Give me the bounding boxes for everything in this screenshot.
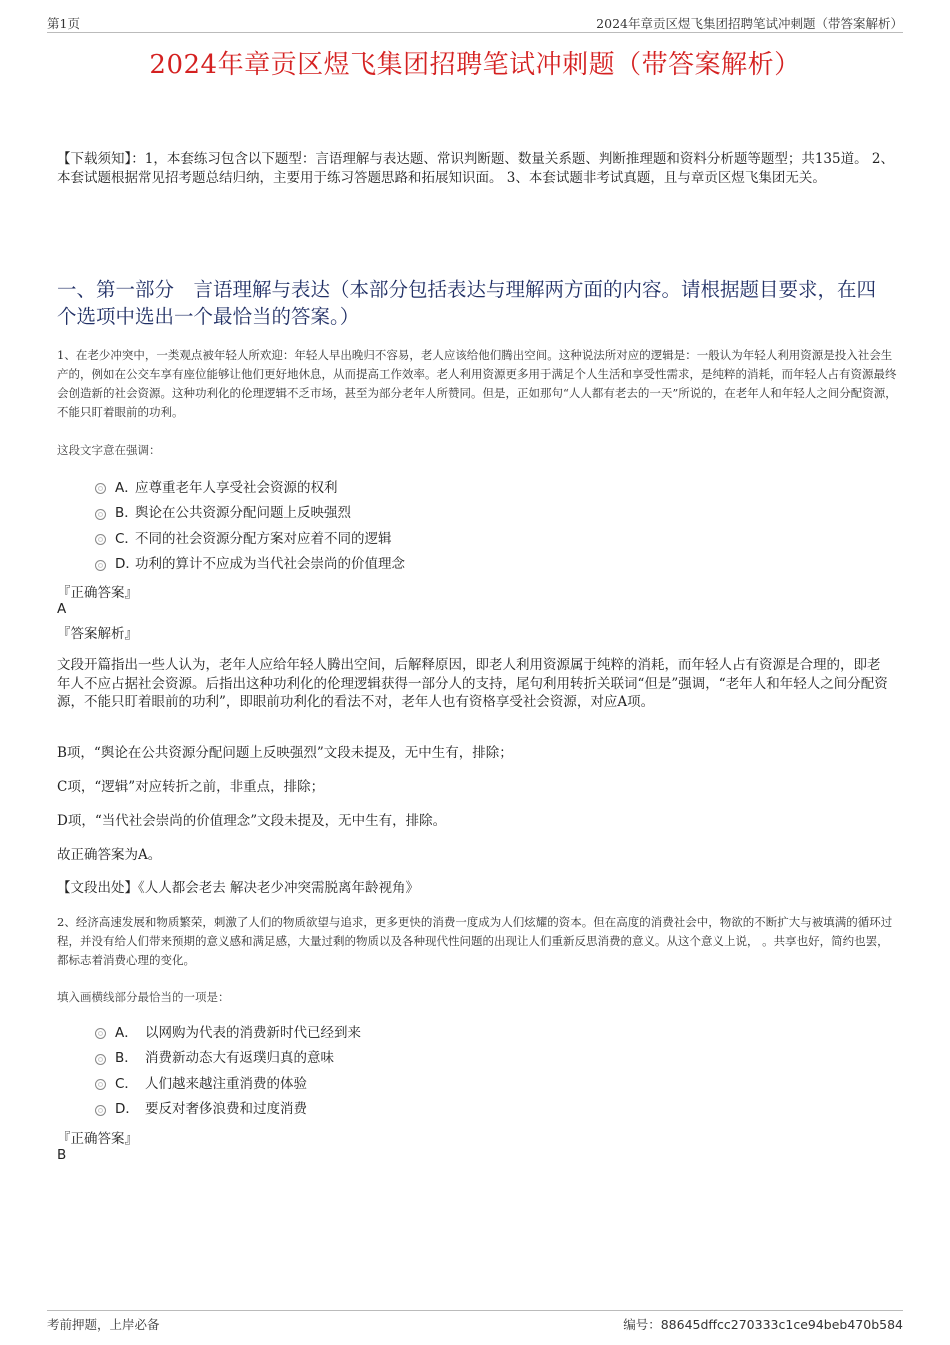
page-title: 2024年章贡区煜飞集团招聘笔试冲刺题（带答案解析）	[149, 50, 801, 80]
analysis-paragraph: C项，“逻辑”对应转折之前，非重点，排除；	[57, 779, 325, 795]
analysis-paragraph: B项，“舆论在公共资源分配问题上反映强烈”文段未提及，无中生有，排除；	[57, 745, 513, 761]
option-text: 人们越来越注重消费的体验	[145, 1075, 307, 1092]
option-b[interactable]: B． 消费新动态大有返璞归真的意味	[95, 1044, 361, 1070]
radio-icon[interactable]	[95, 509, 106, 520]
option-c[interactable]: C． 人们越来越注重消费的体验	[95, 1069, 361, 1095]
question-1-prompt: 这段文字意在强调：	[57, 443, 161, 457]
option-text: 舆论在公共资源分配问题上反映强烈	[135, 505, 351, 522]
download-notice: 【下载须知】：1，本套练习包含以下题型：言语理解与表达题、常识判断题、数量关系题、判断推理题和资料分析题等题型；共135道。 2、本套试题根据常见招考题总结归纳，主要用于练习答题思路和拓展知识面。 3、本套试题非考试真题，且与章贡区煜飞集团无关。	[57, 151, 894, 186]
option-a[interactable]: A． 应尊重老年人享受社会资源的权利	[95, 473, 405, 499]
analysis-paragraph: 文段开篇指出一些人认为，老年人应给年轻人腾出空间，后解释原因，即老人利用资源属于纯粹的消耗，而年轻人占有资源是合理的，即老年人不应占据社会资源。后指出这种功利化的伦理逻辑获得一部分人的支持，尾句利用转折关联词“但是”强调，“老年人和年轻人之间分配资源，不能只盯着眼前的功利”，即眼前功利化的看法不对，老年人也有资格享受社会资源，对应A项。	[57, 657, 888, 710]
answer-value: A	[57, 601, 67, 617]
analysis-conclusion: 故正确答案为A。	[57, 847, 162, 863]
radio-icon[interactable]	[95, 1079, 106, 1090]
analysis-paragraph: D项，“当代社会崇尚的价值理念”文段未提及，无中生有，排除。	[57, 813, 447, 829]
answer-label: 『正确答案』	[57, 1131, 138, 1147]
question-1-stem: 1、在老少冲突中，一类观点被年轻人所欢迎：年轻人早出晚归不容易，老人应该给他们腾出空间。这种说法所对应的逻辑是：一般认为年轻人利用资源是投入社会生产的，例如在公交车享有座位能够让他们更好地休息，从而提高工作效率。老人利用资源更多用于满足个人生活和享受性需求，是纯粹的消耗，而年轻人占有资源最终会创造新的社会资源。这种功利化的伦理逻辑不乏市场，甚至为部分老年人所赞同。但是，正如那句“人人都有老去的一天”所说的，在老年人和年轻人之间分配资源，不能只盯着眼前的功利。	[57, 348, 897, 419]
analysis-label: 『答案解析』	[57, 626, 138, 642]
answer-label: 『正确答案』	[57, 585, 138, 601]
radio-icon[interactable]	[95, 1054, 106, 1065]
section-heading: 一、第一部分 言语理解与表达（本部分包括表达与理解两方面的内容。请根据题目要求，在四个选项中选出一个最恰当的答案。）	[57, 278, 877, 328]
option-d[interactable]: D． 功利的算计不应成为当代社会崇尚的价值理念	[95, 550, 405, 576]
question-2-stem: 2、经济高速发展和物质繁荣，刺激了人们的物质欲望与追求，更多更快的消费一度成为人们炫耀的资本。但在高度的消费社会中，物欲的不断扩大与被填满的循环过程，并没有给人们带来预期的意义感和满足感，大量过剩的物质以及各种现代性问题的出现让人们重新反思消费的意义。从这个意义上说， 。共享也好，简约也罢，都标志着消费心理的变化。	[57, 915, 893, 967]
radio-icon[interactable]	[95, 1028, 106, 1039]
radio-icon[interactable]	[95, 534, 106, 545]
question-1-options	[95, 473, 405, 575]
option-text: 消费新动态大有返璞归真的意味	[145, 1050, 334, 1067]
option-c[interactable]: C． 不同的社会资源分配方案对应着不同的逻辑	[95, 524, 405, 550]
option-text: 不同的社会资源分配方案对应着不同的逻辑	[135, 530, 392, 547]
question-2-prompt: 填入画横线部分最恰当的一项是：	[57, 990, 230, 1004]
radio-icon[interactable]	[95, 483, 106, 494]
option-text: 要反对奢侈浪费和过度消费	[145, 1101, 307, 1118]
source-citation: 【文段出处】《人人都会老去 解决老少冲突需脱离年龄视角》	[57, 880, 420, 896]
option-b[interactable]: B． 舆论在公共资源分配问题上反映强烈	[95, 499, 405, 525]
option-text: 功利的算计不应成为当代社会崇尚的价值理念	[135, 556, 405, 573]
option-a[interactable]: A． 以网购为代表的消费新时代已经到来	[95, 1018, 361, 1044]
radio-icon[interactable]	[95, 1105, 106, 1116]
page-footer	[47, 1310, 903, 1333]
page-number: 第1页	[47, 16, 80, 31]
option-d[interactable]: D． 要反对奢侈浪费和过度消费	[95, 1095, 361, 1121]
page-header	[47, 14, 903, 33]
option-text: 应尊重老年人享受社会资源的权利	[135, 479, 338, 496]
radio-icon[interactable]	[95, 560, 106, 571]
option-text: 以网购为代表的消费新时代已经到来	[145, 1024, 361, 1041]
footer-slogan: 考前押题，上岸必备	[47, 1317, 160, 1332]
header-doc-title: 2024年章贡区煜飞集团招聘笔试冲刺题（带答案解析）	[596, 16, 903, 31]
question-2-options	[95, 1018, 361, 1120]
answer-value: B	[57, 1147, 67, 1163]
footer-code: 编号：88645dffcc270333c1ce94beb470b584	[623, 1317, 903, 1332]
